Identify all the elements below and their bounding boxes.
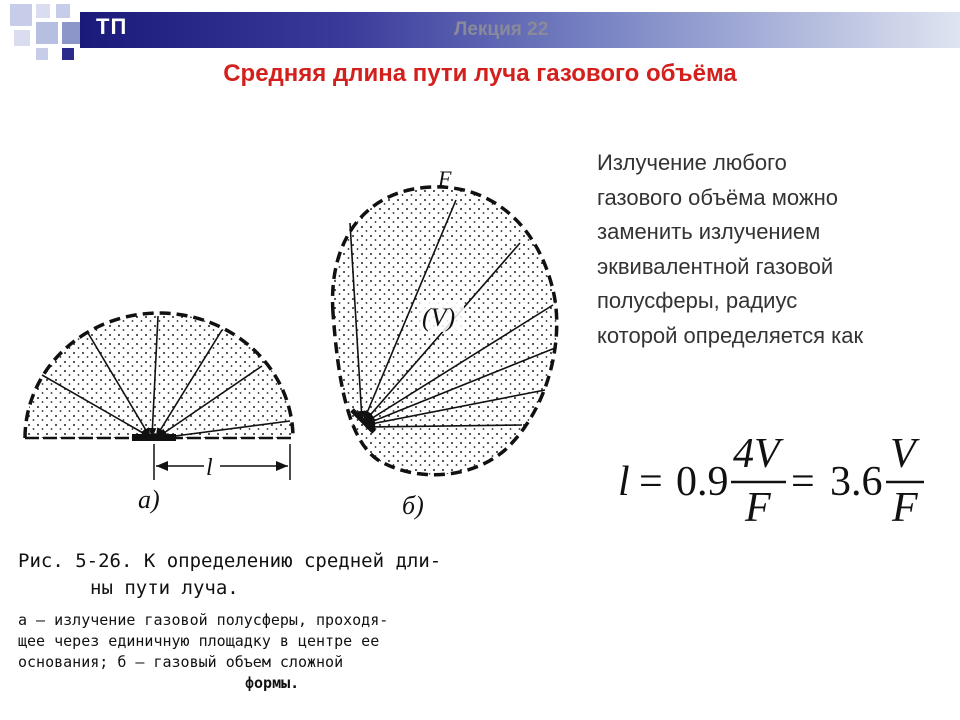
formula-coef2: 3.6 [830, 459, 883, 505]
lecture-label: Лекция 22 [454, 19, 549, 40]
hemisphere-fill [25, 313, 293, 438]
brand-label: ТП [96, 14, 128, 39]
slide-title: Средняя длина пути луча газового объёма [223, 60, 737, 87]
label-a: а) [138, 485, 160, 514]
formula-eq1: = [639, 459, 663, 505]
formula-den1: F [745, 485, 771, 531]
caption-title-1: Рис. 5-26. К определению средней дли- [18, 550, 442, 572]
body-line: полусферы, радиус [597, 288, 798, 313]
label-F: F [438, 166, 452, 191]
caption-line: формы. [245, 674, 300, 692]
body-line: которой определяется как [597, 322, 864, 348]
formula-lhs: l [618, 459, 630, 505]
caption-line: щее через единичную площадку в центре ее [18, 632, 380, 650]
figure-caption [18, 550, 441, 692]
label-l: l [206, 455, 213, 481]
caption-title-2: ны пути луча. [90, 577, 239, 599]
label-V: (V) [422, 303, 456, 332]
formula-num1: 4V [733, 431, 780, 477]
figure-a [25, 313, 293, 514]
body-line: Излучение любого [597, 150, 787, 175]
body-line: заменить излучением [597, 219, 821, 244]
caption-line: а — излучение газовой полусферы, проходя- [18, 611, 389, 629]
body-line: газового объёма можно [597, 184, 838, 210]
formula-den2: F [892, 485, 918, 531]
figure-b [333, 166, 557, 520]
formula-num2: V [890, 431, 916, 477]
label-b: б) [402, 491, 424, 520]
formula-eq2: = [791, 459, 815, 505]
formula-coef1: 0.9 [676, 459, 729, 505]
body-line: эквивалентной газовой [597, 253, 834, 279]
caption-line: основания; б — газовый объем сложной [18, 653, 344, 671]
formula [618, 431, 924, 531]
